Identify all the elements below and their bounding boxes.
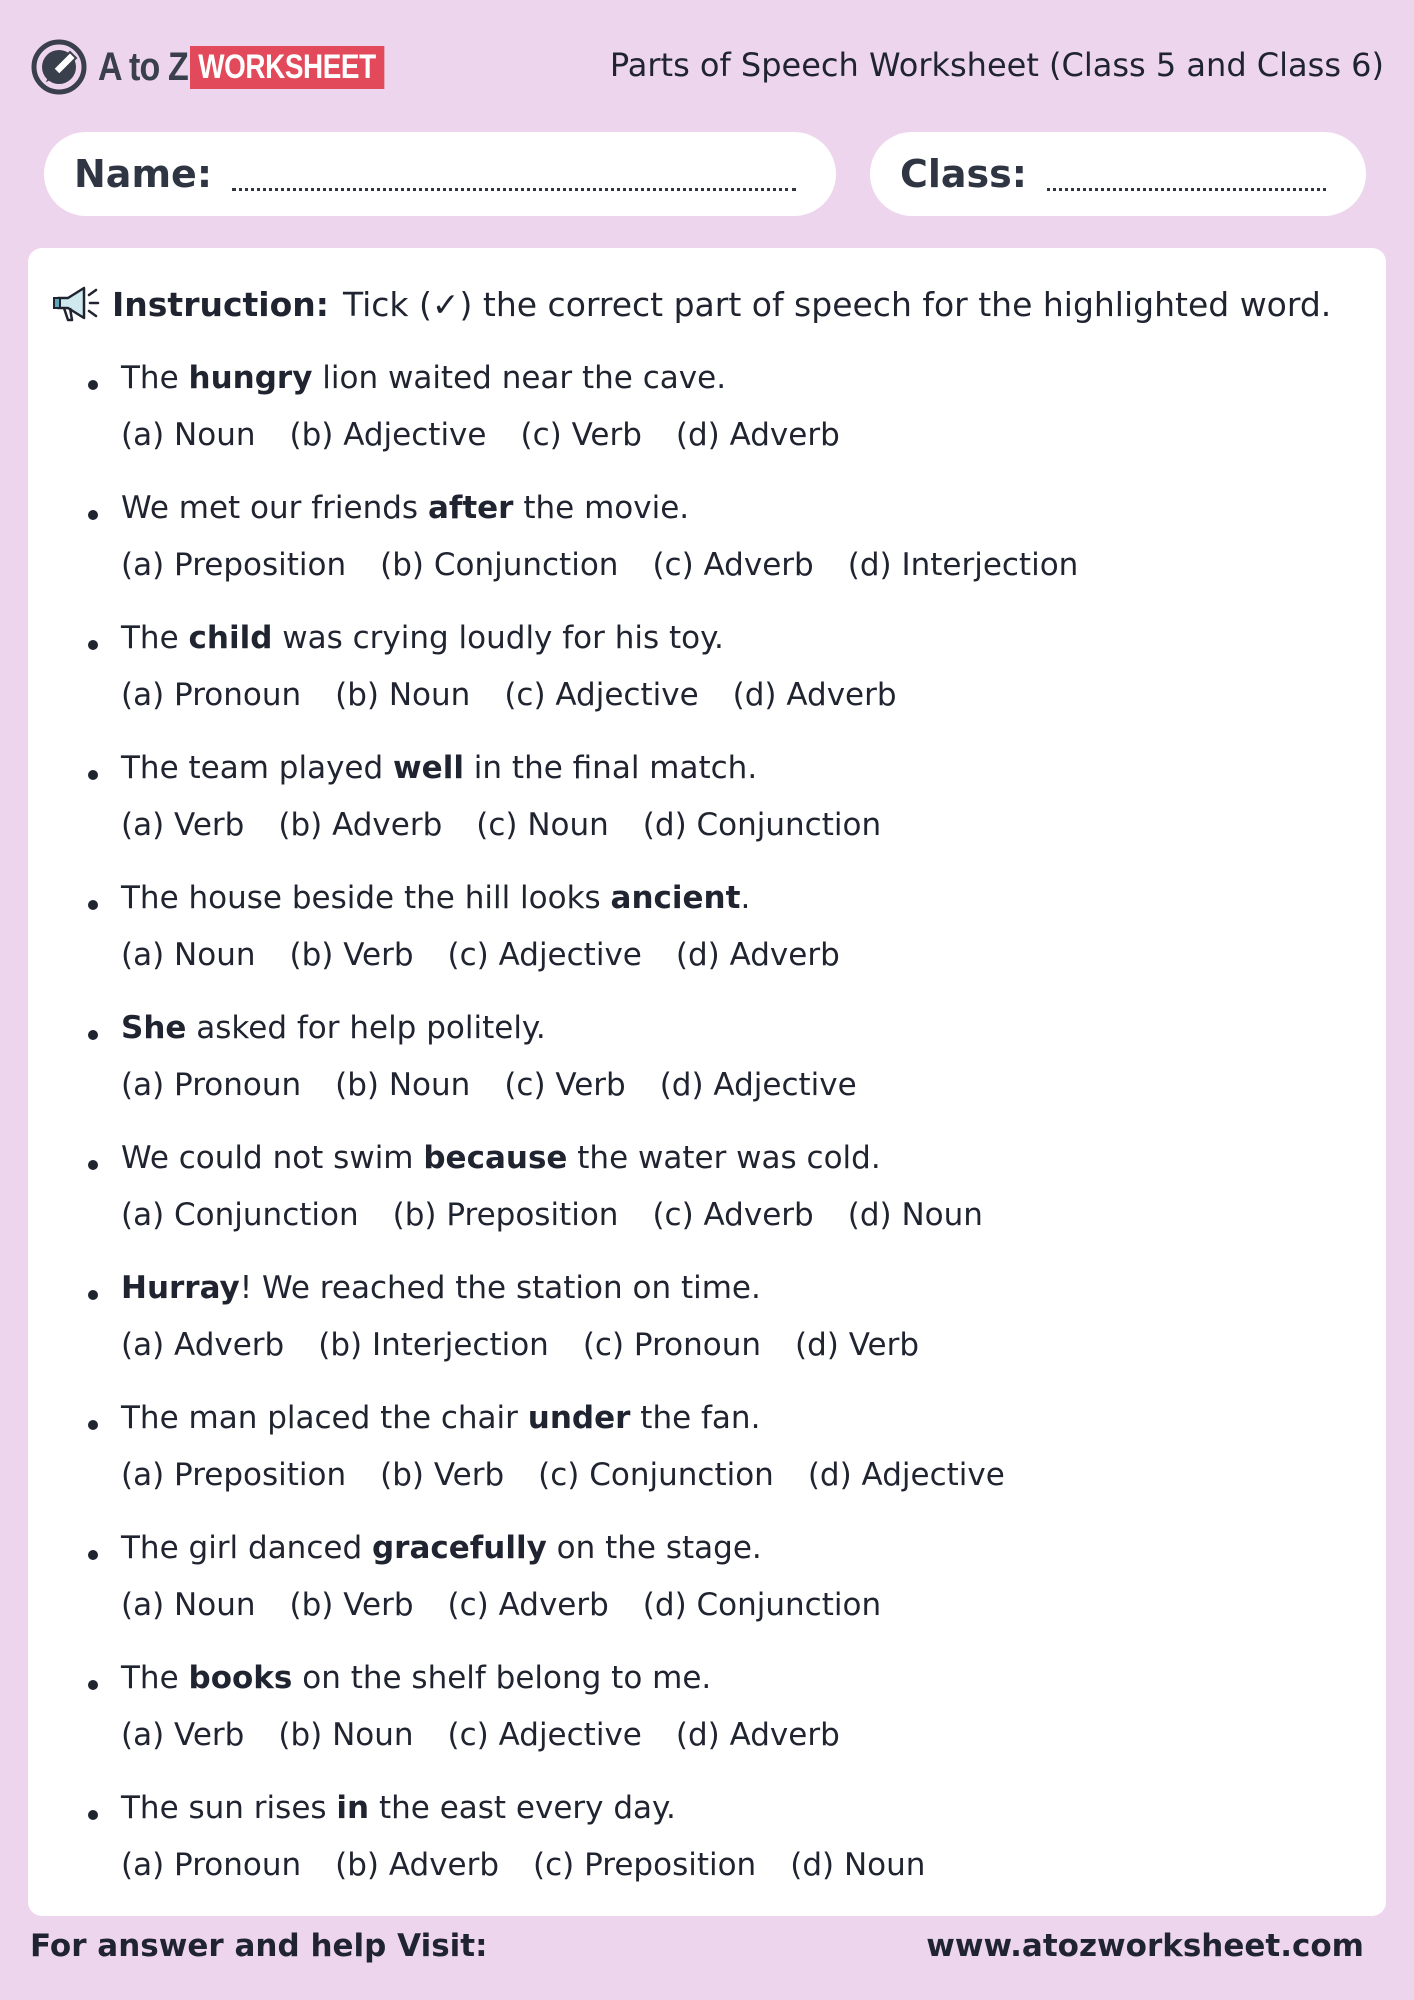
answer-options <box>121 1197 1017 1233</box>
sentence-suffix: the fan. <box>630 1400 761 1436</box>
question-item <box>28 360 1386 490</box>
answer-option[interactable]: (b) Preposition <box>392 1197 619 1233</box>
answer-option[interactable]: (c) Verb <box>520 417 642 453</box>
answer-option[interactable]: (a) Preposition <box>121 1457 347 1493</box>
sentence-prefix: We could not swim <box>121 1140 424 1176</box>
answer-option[interactable]: (a) Verb <box>121 1717 245 1753</box>
sentence-suffix: on the stage. <box>546 1530 762 1566</box>
answer-option[interactable]: (c) Pronoun <box>582 1327 762 1363</box>
page-title: Parts of Speech Worksheet (Class 5 and Class 6) <box>609 46 1384 84</box>
answer-option[interactable]: (c) Verb <box>504 1067 626 1103</box>
footer-website-link[interactable]: www.atozworksheet.com <box>926 1928 1364 1964</box>
question-sentence <box>121 1270 761 1306</box>
highlighted-word: hungry <box>188 360 313 396</box>
answer-options <box>121 1327 953 1363</box>
answer-options <box>121 937 874 973</box>
bullet-icon <box>88 1290 98 1300</box>
instruction <box>52 282 1331 326</box>
question-sentence <box>121 1660 711 1696</box>
sentence-suffix: ! We reached the station on time. <box>239 1270 761 1306</box>
answer-option[interactable]: (d) Adverb <box>732 677 897 713</box>
bullet-icon <box>88 900 98 910</box>
answer-options <box>121 1717 874 1753</box>
answer-option[interactable]: (a) Noun <box>121 937 256 973</box>
answer-option[interactable]: (c) Noun <box>476 807 609 843</box>
question-sentence <box>121 880 750 916</box>
answer-option[interactable]: (d) Noun <box>847 1197 983 1233</box>
class-dotted-line <box>1047 158 1326 191</box>
question-sentence <box>121 1010 546 1046</box>
question-item <box>28 1660 1386 1790</box>
bullet-icon <box>88 770 98 780</box>
question-item <box>28 750 1386 880</box>
answer-option[interactable]: (c) Adverb <box>652 547 814 583</box>
highlighted-word: well <box>393 750 464 786</box>
sentence-suffix: on the shelf belong to me. <box>292 1660 712 1696</box>
highlighted-word: under <box>527 1400 631 1436</box>
sentence-prefix: The man placed the chair <box>121 1400 528 1436</box>
answer-option[interactable]: (b) Adjective <box>289 417 487 453</box>
answer-option[interactable]: (c) Adjective <box>447 937 642 973</box>
answer-option[interactable]: (d) Noun <box>790 1847 926 1883</box>
name-dotted-line <box>232 158 796 191</box>
question-item <box>28 1140 1386 1270</box>
answer-option[interactable]: (a) Verb <box>121 807 245 843</box>
sentence-suffix: asked for help politely. <box>186 1010 546 1046</box>
bullet-icon <box>88 1550 98 1560</box>
question-sentence <box>121 1400 760 1436</box>
question-item <box>28 1270 1386 1400</box>
answer-option[interactable]: (b) Adverb <box>278 807 443 843</box>
worksheet-card <box>28 248 1386 1916</box>
answer-option[interactable]: (c) Adverb <box>447 1587 609 1623</box>
highlighted-word: ancient <box>610 880 741 916</box>
answer-option[interactable]: (b) Verb <box>289 1587 414 1623</box>
highlighted-word: child <box>188 620 273 656</box>
highlighted-word: Hurray <box>121 1270 240 1306</box>
footer-help-text: For answer and help Visit: <box>30 1928 488 1964</box>
question-item <box>28 1010 1386 1140</box>
answer-option[interactable]: (b) Verb <box>380 1457 505 1493</box>
bullet-icon <box>88 640 98 650</box>
answer-option[interactable]: (c) Adjective <box>447 1717 642 1753</box>
answer-option[interactable]: (b) Verb <box>289 937 414 973</box>
bullet-icon <box>88 380 98 390</box>
question-sentence <box>121 1790 676 1826</box>
sentence-prefix: The team played <box>121 750 394 786</box>
instruction-text: Tick (✓) the correct part of speech for the highlighted word. <box>342 284 1332 324</box>
question-item <box>28 1400 1386 1530</box>
sentence-suffix: was crying loudly for his toy. <box>272 620 724 656</box>
highlighted-word: She <box>121 1010 187 1046</box>
answer-option[interactable]: (d) Adverb <box>675 1717 840 1753</box>
answer-option[interactable]: (c) Preposition <box>533 1847 757 1883</box>
answer-option[interactable]: (a) Pronoun <box>121 677 302 713</box>
highlighted-word: in <box>336 1790 370 1826</box>
answer-option[interactable]: (b) Conjunction <box>380 547 619 583</box>
answer-option[interactable]: (b) Noun <box>335 1067 471 1103</box>
sentence-suffix: in the final match. <box>463 750 758 786</box>
sentence-suffix: . <box>740 880 751 916</box>
answer-option[interactable]: (c) Adjective <box>504 677 699 713</box>
answer-option[interactable]: (a) Pronoun <box>121 1067 302 1103</box>
bullet-icon <box>88 1810 98 1820</box>
sentence-prefix: The girl danced <box>121 1530 372 1566</box>
question-sentence <box>121 750 757 786</box>
answer-option[interactable]: (d) Verb <box>795 1327 920 1363</box>
question-item <box>28 620 1386 750</box>
answer-option[interactable]: (a) Adverb <box>121 1327 285 1363</box>
sentence-suffix: the water was cold. <box>567 1140 881 1176</box>
bullet-icon <box>88 1420 98 1430</box>
answer-option[interactable]: (b) Noun <box>335 677 471 713</box>
answer-option[interactable]: (b) Noun <box>278 1717 414 1753</box>
answer-option[interactable]: (d) Adjective <box>807 1457 1005 1493</box>
answer-option[interactable]: (b) Interjection <box>318 1327 549 1363</box>
answer-option[interactable]: (a) Preposition <box>121 547 347 583</box>
sentence-prefix: The <box>121 620 189 656</box>
answer-option[interactable]: (b) Adverb <box>335 1847 500 1883</box>
answer-option[interactable]: (a) Noun <box>121 417 256 453</box>
answer-option[interactable]: (a) Conjunction <box>121 1197 359 1233</box>
highlighted-word: books <box>188 1660 293 1696</box>
answer-option[interactable]: (d) Adjective <box>659 1067 857 1103</box>
question-item <box>28 1790 1386 1920</box>
bullet-icon <box>88 510 98 520</box>
question-sentence <box>121 1140 881 1176</box>
answer-option[interactable]: (c) Conjunction <box>538 1457 774 1493</box>
question-item <box>28 490 1386 620</box>
bullet-icon <box>88 1680 98 1690</box>
answer-option[interactable]: (a) Pronoun <box>121 1847 302 1883</box>
site-logo[interactable] <box>30 38 426 96</box>
sentence-suffix: lion waited near the cave. <box>312 360 727 396</box>
answer-option[interactable]: (d) Adverb <box>675 937 840 973</box>
sentence-prefix: The house beside the hill looks <box>121 880 611 916</box>
sentence-prefix: The <box>121 1660 189 1696</box>
highlighted-word: because <box>423 1140 568 1176</box>
megaphone-icon <box>52 282 100 326</box>
answer-options <box>121 417 874 453</box>
sentence-suffix: the east every day. <box>369 1790 676 1826</box>
answer-options <box>121 677 931 713</box>
sentence-prefix: We met our friends <box>121 490 428 526</box>
answer-option[interactable]: (d) Interjection <box>847 547 1079 583</box>
question-sentence <box>121 620 724 656</box>
question-sentence <box>121 490 689 526</box>
sentence-prefix: The sun rises <box>121 1790 337 1826</box>
question-item <box>28 1530 1386 1660</box>
question-sentence <box>121 1530 762 1566</box>
pencil-logo-icon <box>30 38 88 96</box>
question-item <box>28 880 1386 1010</box>
class-label: Class: <box>900 152 1027 196</box>
answer-option[interactable]: (a) Noun <box>121 1587 256 1623</box>
answer-options <box>121 547 1112 583</box>
highlighted-word: after <box>427 490 514 526</box>
sentence-suffix: the movie. <box>513 490 690 526</box>
question-list <box>28 360 1386 1920</box>
page-header <box>0 0 1414 125</box>
class-field[interactable] <box>870 132 1366 216</box>
answer-options <box>121 1847 959 1883</box>
answer-options <box>121 1457 1039 1493</box>
answer-option[interactable]: (d) Adverb <box>675 417 840 453</box>
logo-badge: WORKSHEET <box>190 46 384 89</box>
answer-options <box>121 1067 891 1103</box>
question-sentence <box>121 360 726 396</box>
name-label: Name: <box>74 152 213 196</box>
bullet-icon <box>88 1030 98 1040</box>
highlighted-word: gracefully <box>371 1530 547 1566</box>
bullet-icon <box>88 1160 98 1170</box>
sentence-prefix: The <box>121 360 189 396</box>
name-field[interactable] <box>44 132 836 216</box>
instruction-label: Instruction: <box>112 284 329 324</box>
answer-options <box>121 807 915 843</box>
logo-text: A to Z <box>98 44 188 89</box>
answer-option[interactable]: (c) Adverb <box>652 1197 814 1233</box>
answer-option[interactable]: (d) Conjunction <box>642 807 882 843</box>
answer-option[interactable]: (d) Conjunction <box>642 1587 882 1623</box>
answer-options <box>121 1587 915 1623</box>
